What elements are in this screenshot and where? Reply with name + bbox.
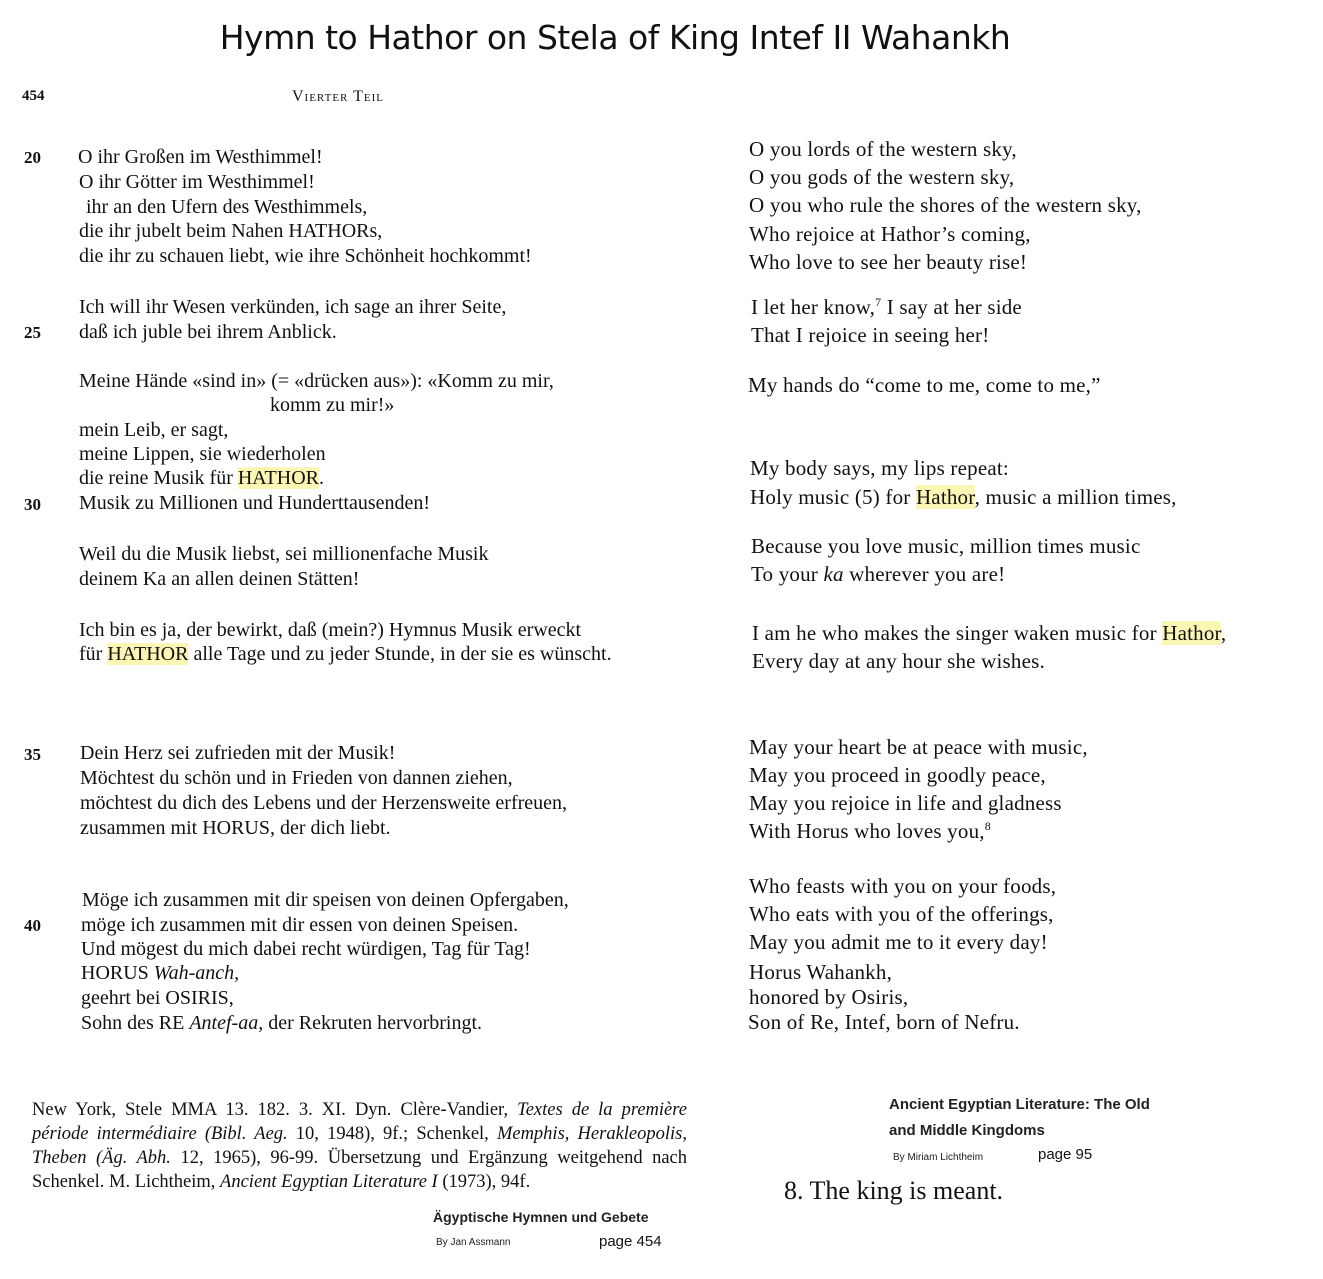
german-line: Sohn des RE Antef-aa, der Rekruten hervorbringt.	[81, 1012, 483, 1034]
german-line: Weil du die Musik liebst, sei millionenfache Musik	[79, 543, 489, 565]
english-line: Every day at any hour she wishes.	[752, 649, 1045, 673]
english-line: Holy music (5) for Hathor, music a million times,	[750, 485, 1177, 509]
english-line: May you rejoice in life and gladness	[749, 791, 1062, 815]
german-line: zusammen mit HORUS, der dich liebt.	[80, 817, 391, 839]
german-line: Meine Hände «sind in» (= «drücken aus»): «Komm zu mir,	[79, 370, 554, 392]
german-line: die ihr jubelt beim Nahen HATHORs,	[79, 220, 383, 242]
german-line: für HATHOR alle Tage und zu jeder Stunde, in der sie es wünscht.	[79, 643, 612, 665]
german-line: Ich will ihr Wesen verkünden, ich sage an ihrer Seite,	[79, 296, 507, 318]
german-line: Dein Herz sei zufrieden mit der Musik!	[80, 742, 396, 764]
book-page-number: 454	[22, 88, 45, 104]
source-page-assmann: page 454	[599, 1233, 662, 1250]
german-line: daß ich juble bei ihrem Anblick.	[79, 321, 337, 343]
english-line: Because you love music, million times music	[751, 534, 1141, 558]
running-head: Vierter Teil	[292, 88, 384, 105]
german-line: deinem Ka an allen deinen Stätten!	[79, 568, 360, 590]
german-line: die reine Musik für HATHOR.	[79, 467, 324, 489]
source-title-lichtheim-2: and Middle Kingdoms	[889, 1122, 1045, 1139]
line-number-30: 30	[24, 495, 41, 514]
english-line: With Horus who loves you,$^8$	[749, 819, 991, 843]
source-title-lichtheim: Ancient Egyptian Literature: The Old	[889, 1096, 1150, 1113]
german-line: Möge ich zusammen mit dir speisen von deinen Opfergaben,	[82, 889, 569, 911]
english-line: May your heart be at peace with music,	[749, 735, 1088, 759]
page-title: Hymn to Hathor on Stela of King Intef II Wahankh	[219, 18, 1011, 57]
english-line: Son of Re, Intef, born of Nefru.	[748, 1010, 1020, 1034]
highlight-hathor: HATHOR	[237, 467, 319, 489]
german-line: O ihr Großen im Westhimmel!	[78, 146, 323, 168]
english-line: O you lords of the western sky,	[749, 137, 1017, 161]
line-number-25: 25	[24, 323, 41, 342]
german-line: komm zu mir!»	[270, 394, 395, 416]
english-line: That I rejoice in seeing her!	[751, 323, 990, 347]
source-author-assmann: By Jan Assmann	[436, 1237, 511, 1248]
english-line: honored by Osiris,	[749, 985, 909, 1009]
english-line: May you proceed in goodly peace,	[749, 763, 1046, 787]
english-line: Horus Wahankh,	[749, 960, 893, 984]
german-line: geehrt bei OSIRIS,	[81, 987, 234, 1009]
german-line: ihr an den Ufern des Westhimmels,	[86, 196, 368, 218]
german-line: meine Lippen, sie wiederholen	[79, 443, 326, 465]
english-line: Who love to see her beauty rise!	[749, 250, 1028, 274]
line-number-35: 35	[24, 745, 41, 764]
german-line: Ich bin es ja, der bewirkt, daß (mein?) Hymnus Musik erweckt	[79, 619, 582, 641]
english-line: May you admit me to it every day!	[749, 930, 1048, 954]
line-number-40: 40	[24, 916, 41, 935]
english-line: O you gods of the western sky,	[749, 165, 1015, 189]
english-line: O you who rule the shores of the western sky,	[749, 193, 1142, 217]
source-author-lichtheim: By Miriam Lichtheim	[893, 1152, 984, 1163]
highlight-hathor: Hathor	[1162, 621, 1221, 645]
highlight-hathor: HATHOR	[107, 643, 189, 665]
english-line: My hands do “come to me, come to me,”	[748, 373, 1101, 397]
english-line: Who feasts with you on your foods,	[749, 874, 1057, 898]
english-line: I am he who makes the singer waken music for Hathor,	[752, 621, 1227, 645]
german-line: möge ich zusammen mit dir essen von deinen Speisen.	[81, 914, 519, 936]
english-line: I let her know,$^7$ I say at her side	[751, 295, 1022, 319]
line-number-20: 20	[24, 148, 41, 167]
german-line: HORUS Wah-anch,	[81, 962, 240, 984]
english-line: To your ka wherever you are!	[751, 562, 1006, 586]
german-line: Möchtest du schön und in Frieden von dannen ziehen,	[80, 767, 513, 789]
bibliographic-footnote: New York, Stele MMA 13. 182. 3. XI. Dyn. Clère-Vandier, Textes de la première période intermédiaire (Bibl. Aeg. 10, 1948), 9f.; Schenkel, Memphis, Herakleopolis, Theben (Äg. Abh. 12, 1965), 96-99. Übersetzung und Ergänzung weitgehend nach Schenkel. M. Lichtheim, Ancient Egyptian Literature I (1973), 94f.	[32, 1100, 688, 1192]
german-line: O ihr Götter im Westhimmel!	[79, 171, 315, 193]
german-line: Und mögest du mich dabei recht würdigen, Tag für Tag!	[81, 938, 531, 960]
german-line: Musik zu Millionen und Hunderttausenden!	[79, 492, 431, 514]
english-line: Who rejoice at Hathor’s coming,	[749, 222, 1031, 246]
endnote-8: 8. The king is meant.	[784, 1176, 1004, 1205]
english-line: Who eats with you of the offerings,	[749, 902, 1054, 926]
english-line: My body says, my lips repeat:	[750, 456, 1009, 480]
source-page-lichtheim: page 95	[1038, 1146, 1093, 1163]
german-line: mein Leib, er sagt,	[79, 419, 229, 441]
highlight-hathor: Hathor	[915, 485, 975, 509]
source-title-assmann: Ägyptische Hymnen und Gebete	[433, 1209, 649, 1225]
german-line: die ihr zu schauen liebt, wie ihre Schönheit hochkommt!	[79, 245, 532, 267]
german-line: möchtest du dich des Lebens und der Herzensweite erfreuen,	[80, 792, 568, 814]
